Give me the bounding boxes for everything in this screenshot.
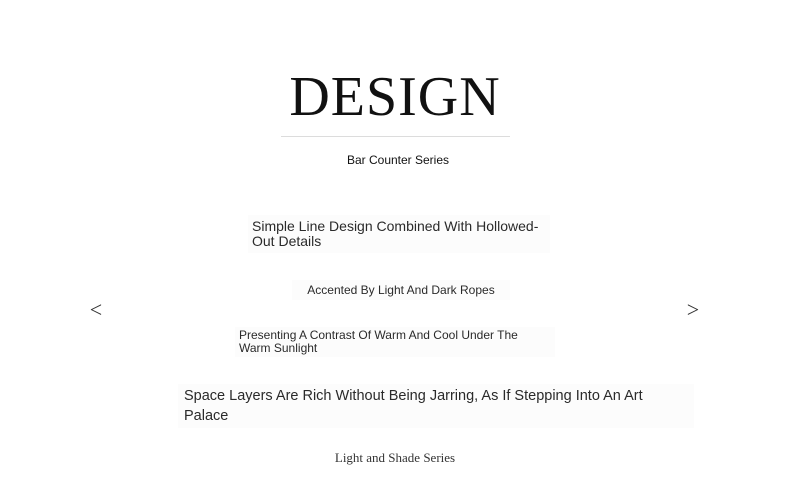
feature-text-space-layers: Space Layers Are Rich Without Being Jarring, As If Stepping Into An Art Palace	[178, 384, 694, 428]
next-arrow-button[interactable]: >	[681, 296, 705, 324]
feature-text-contrast: Presenting A Contrast Of Warm And Cool Under The Warm Sunlight	[235, 327, 555, 357]
feature-text-line-design: Simple Line Design Combined With Hollowed-Out Details	[248, 215, 550, 253]
title-divider	[281, 136, 510, 137]
prev-arrow-button[interactable]: <	[84, 296, 108, 324]
series-label: Bar Counter Series	[346, 153, 450, 167]
next-series-link[interactable]: Light and Shade Series	[334, 450, 456, 465]
page-title: DESIGN	[289, 66, 501, 128]
feature-text-ropes: Accented By Light And Dark Ropes	[292, 280, 510, 300]
